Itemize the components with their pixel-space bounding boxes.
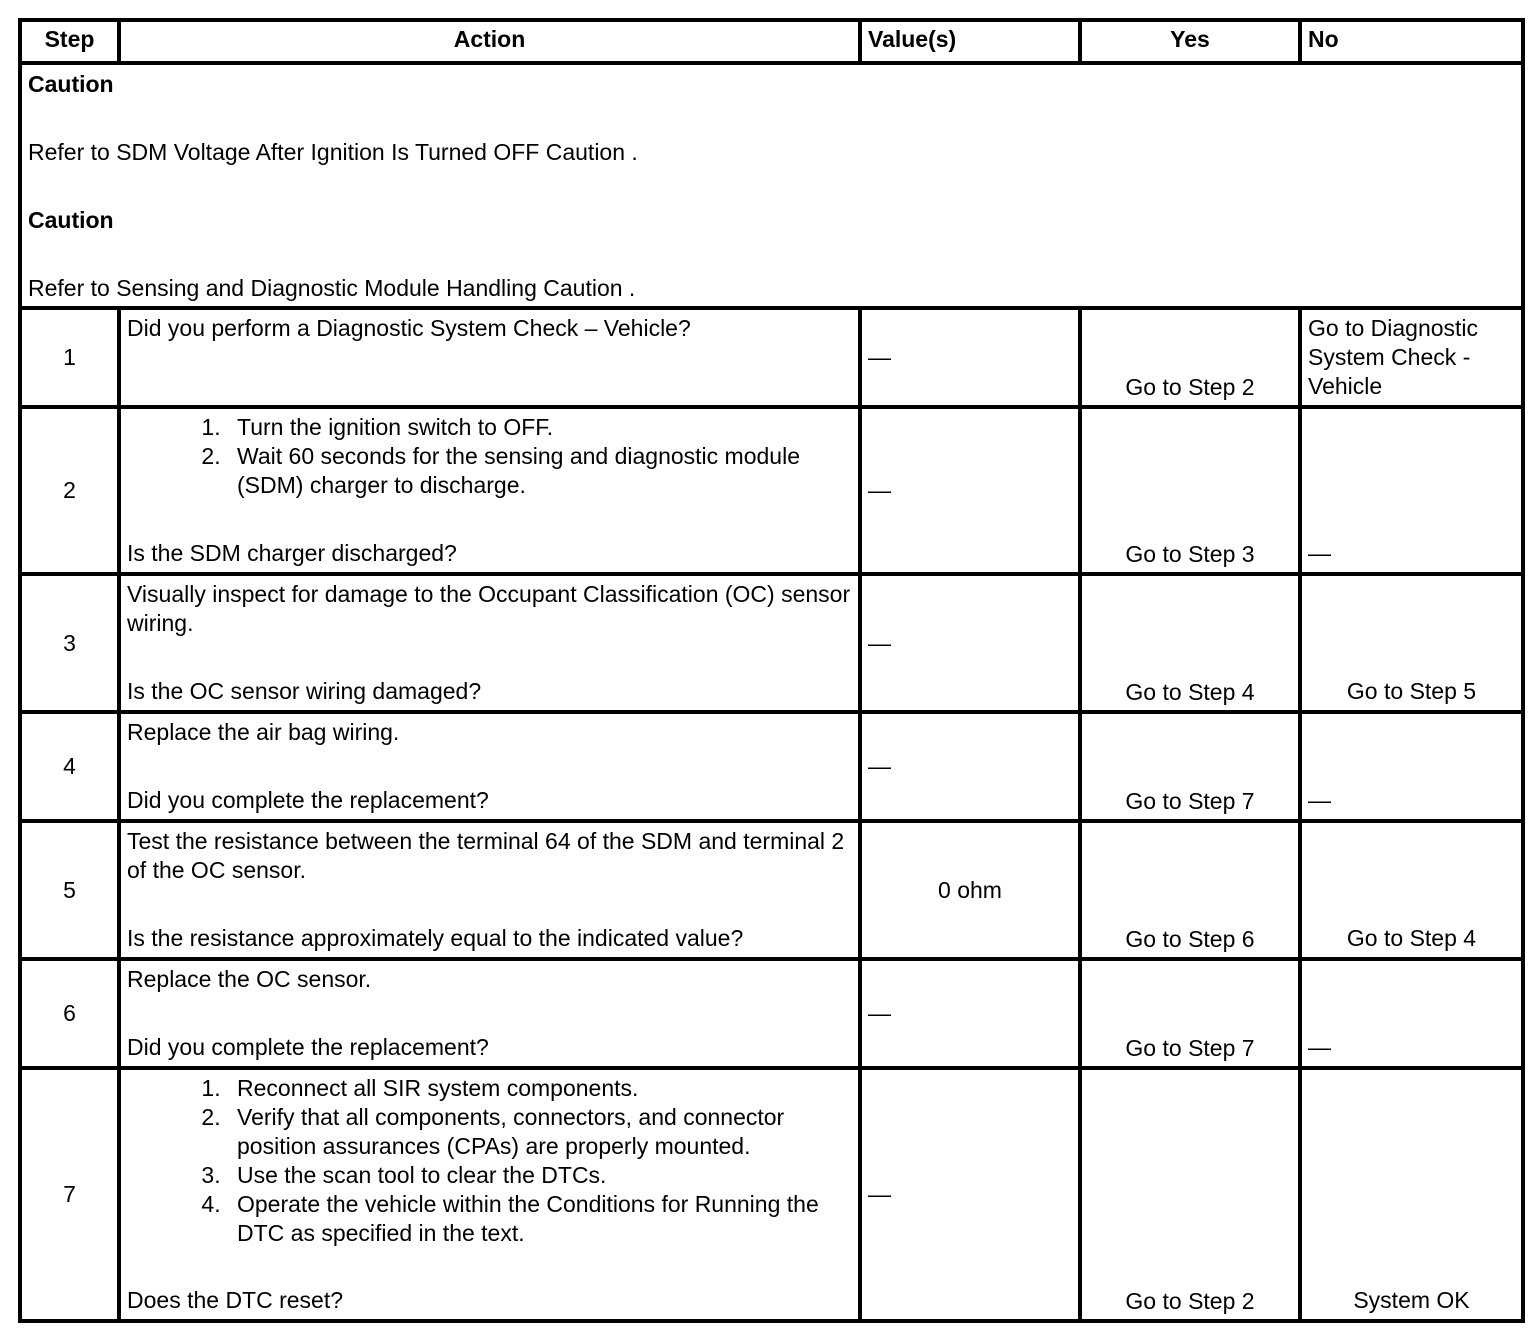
value-cell: — xyxy=(868,629,891,656)
step-number: 5 xyxy=(63,876,76,903)
yes-cell: Go to Step 6 xyxy=(1125,926,1255,952)
yes-cell: Go to Step 4 xyxy=(1125,679,1255,705)
value-cell: — xyxy=(868,1000,891,1026)
step-number: 6 xyxy=(63,1000,76,1026)
action-question: Does the DTC reset? xyxy=(127,1287,344,1313)
no-cell: — xyxy=(1308,787,1331,813)
list-item: 3. Use the scan tool to clear the DTCs. xyxy=(227,1161,852,1190)
table-row xyxy=(20,712,1523,821)
step-number: 7 xyxy=(63,1181,76,1207)
list-item: 1. Reconnect all SIR system components. xyxy=(227,1074,852,1103)
action-text: Replace the air bag wiring. xyxy=(127,719,400,745)
action-cell xyxy=(121,310,858,405)
diagnostic-table xyxy=(18,18,1525,1323)
action-question: Is the SDM charger discharged? xyxy=(127,540,457,566)
header-yes: Yes xyxy=(1080,20,1300,63)
yes-cell: Go to Step 7 xyxy=(1125,788,1255,814)
no-cell: Go to Step 4 xyxy=(1346,925,1477,951)
list-item: 2. Verify that all components, connectors, and connector position assurances (CPAs) are properly mounted. xyxy=(227,1103,852,1161)
action-text: Did you perform a Diagnostic System Check – Vehicle? xyxy=(127,315,691,341)
no-cell: Go to Diagnostic System Check - Vehicle xyxy=(1308,315,1479,399)
value-cell: — xyxy=(868,344,891,370)
list-item: 2. Wait 60 seconds for the sensing and diagnostic module (SDM) charger to discharge. xyxy=(227,442,852,500)
action-question: Is the resistance approximately equal to the indicated value? xyxy=(127,925,744,951)
list-item: 4. Operate the vehicle within the Conditions for Running the DTC as specified in the text. xyxy=(227,1190,852,1248)
action-text: Visually inspect for damage to the Occupant Classification (OC) sensor wiring. xyxy=(127,581,851,636)
action-list xyxy=(127,1074,852,1248)
action-question: Did you complete the replacement? xyxy=(127,1034,489,1060)
action-cell xyxy=(121,823,858,957)
action-cell xyxy=(121,714,858,819)
header-values: Value(s) xyxy=(860,20,1080,63)
yes-cell: Go to Step 2 xyxy=(1125,1288,1255,1314)
action-question: Is the OC sensor wiring damaged? xyxy=(127,678,482,704)
no-cell: Go to Step 5 xyxy=(1346,678,1477,704)
table-row xyxy=(20,407,1523,574)
step-number: 3 xyxy=(63,629,76,656)
step-number: 2 xyxy=(63,477,76,503)
no-cell: System OK xyxy=(1353,1287,1470,1313)
value-cell: — xyxy=(868,477,891,503)
value-cell: — xyxy=(868,1181,891,1207)
caution-block xyxy=(20,63,1523,308)
action-list xyxy=(127,413,852,500)
caution-title: Caution xyxy=(28,207,114,233)
yes-cell: Go to Step 3 xyxy=(1125,541,1255,567)
action-cell xyxy=(121,1070,858,1319)
action-text: Replace the OC sensor. xyxy=(127,966,372,992)
header-step: Step xyxy=(20,20,119,63)
caution-text: Refer to Sensing and Diagnostic Module Handling Caution . xyxy=(28,275,636,301)
caution-title: Caution xyxy=(28,71,114,97)
step-number: 4 xyxy=(63,753,76,779)
yes-cell: Go to Step 2 xyxy=(1125,374,1255,400)
table-row xyxy=(20,308,1523,407)
action-text: Test the resistance between the terminal 64 of the SDM and terminal 2 of the OC sensor. xyxy=(127,828,845,883)
action-question: Did you complete the replacement? xyxy=(127,787,489,813)
step-number: 1 xyxy=(63,344,76,370)
no-cell: — xyxy=(1308,1034,1331,1060)
table-row xyxy=(20,574,1523,712)
yes-cell: Go to Step 7 xyxy=(1125,1035,1255,1061)
action-cell xyxy=(121,961,858,1066)
table-row xyxy=(20,1068,1523,1321)
table-row xyxy=(20,959,1523,1068)
header-no: No xyxy=(1300,20,1523,63)
table-row xyxy=(20,821,1523,959)
caution-text: Refer to SDM Voltage After Ignition Is Turned OFF Caution . xyxy=(28,139,638,165)
action-cell xyxy=(121,409,858,572)
caution-row xyxy=(20,63,1523,308)
header-action: Action xyxy=(119,20,860,63)
action-cell xyxy=(121,576,858,710)
value-cell: 0 ohm xyxy=(938,876,1002,903)
list-item: 1. Turn the ignition switch to OFF. xyxy=(227,413,852,442)
no-cell: — xyxy=(1308,540,1331,566)
value-cell: — xyxy=(868,753,891,779)
header-row xyxy=(20,20,1523,63)
